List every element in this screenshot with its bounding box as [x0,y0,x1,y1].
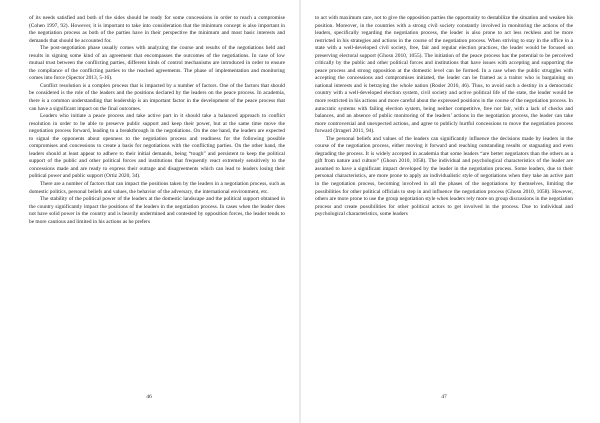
paragraph: The stability of the political power of the leaders at the domestic landscape and the political support obtained in the country significantly impact the positions of the leaders in the negotiation process. In cases when the leader does not have solid power in the country and is heavily undermined and contested by opposition forces, the leader tends to be more cautious and limited in his actions as he prefers [29,196,285,225]
paragraph: There are a number of factors that can impact the positions taken by the leaders in a negotiation process, such as domestic politics, personal beliefs and values, the behavior of the adversary, the international environment, etc. [29,181,285,195]
right-page [300,0,600,423]
paragraph: The personal beliefs and values of the leaders can significantly influence the decisions made by leaders in the course of the negotiation process, either moving it forward and reaching outstanding results or stagnating and even degrading the process. It is widely accepted in academia that some leaders “are better negotiators than the others as a gift from nature and culture” (Ghosn 2010, 1058). The individual and psychological characteristics of the leader are assumed to have a significant impact developed by the leader in the negotiation process. Some leaders, due to their personal characteristics, are more prone to apply an individualistic style of negotiations when they take an active part in the negotiation process, becoming involved in all the phases of the negotiations by themselves, limiting the possibilities for other political officials to step in and influence the negotiation process (Ghosn 2010, 1058). However, others are more prone to use the group negotiation style when leaders rely more on group discussions in the negotiation process and create possibilities for other political actors to get involved in the process. Due to individual and psychological characteristics, some leaders [315,135,573,218]
paragraph: to act with maximum care, not to give the opposition parties the opportunity to destabilize the situation and weaken his position. Moreover, in the countries with a strong civil society constantly involved in monitoring the actions of the leaders, specifically regarding the negotiation process, the leader is also prone to act less reckless and be more restricted in his strategies and actions in the course of the negotiation process. When striving to stay in the office in a state with a well-developed civil society, free, fair and regular election practices, the leader would be focused on preserving electoral support (Ghosn 2010, 1055). The initiation of the peace process has the potential to be perceived critically by the public and other political forces and institutions that have issues with accepting and supporting the peace process and strong opposition at the domestic level can be formed. In a case when the public struggles with accepting the concessions and compromises initiated, the leader can be framed as a traitor who is bargaining on national interests and is betraying the whole nation (Rosler 2016, 46). Thus, to avoid such a destiny in a democratic country with a well-developed election system, civil society and active political life of the state, the leader would be more restricted in his actions and more careful about the expressed positions in the course of the negotiation process. In autocratic systems with failing election system, being neither competitive, free nor fair, with a lack of checks and balances, and an absence of public monitoring of the leaders’ actions in the negotiation process, the leader can take more controversial and unexpected actions, and agree to publicly hurtful concessions to move the negotiation process forward (Irrageri 2011, 94). [315,15,573,135]
paragraph: The post-negotiation phase usually comes with analyzing the course and results of the negotiations held and results in signing some kind of an agreement that encompasses the outcomes of the negotiations. In case of low mutual trust between the conflicting parties, different kinds of control mechanisms are introduced in order to ensure the compliance of the conflicting parties to the reached agreements. The phase of implementation and monitoring comes into force (Spector 2013, 5-16). [29,45,285,82]
page-number: 46 [146,394,152,400]
paragraph: Conflict resolution is a complex process that is impacted by a number of factors. One of the factors that should be considered is the role of the leaders and the positions declared by the leaders on the peace process. In academia, there is a common understanding that leadership is an important factor in the development of the peace process that can have a significant impact on the final outcomes. [29,82,285,112]
paragraph: Leaders who initiate a peace process and take active part in it should take a balanced approach to conflict resolution in order to be able to preserve public support and keep their power, but at the same time move the negotiation process forward, leading to a breakthrough in the negotiations. On the one hand, the leaders are expected to signal the opponents about openness to the negotiation process and readiness for the following possible compromises and concessions to create a basis for negotiations with the conflicting parties. On the other hand, the leaders should at least appear to adhere to their initial demands, being “tough” and persistent to keep the political support of the public and other political forces and institutions that frequently react extremely sensitively to the concessions made and are ready to express their outrage and disagreements which can lead to leaders losing their political power and public support (Ortiz 2020, 34). [29,113,285,180]
paragraph: of its needs satisfied and both of the sides should be ready for some concessions in order to reach a compromise (Cohen 1997, 92). However, it is important to take into consideration that the minimum concept is also important in the negotiation process as both of the parties have in their perspective the minimum and most basic interests and demands that should be accounted for. [29,15,285,44]
page-number: 47 [441,394,447,400]
right-text-column [315,15,573,219]
left-text-column [29,15,285,226]
